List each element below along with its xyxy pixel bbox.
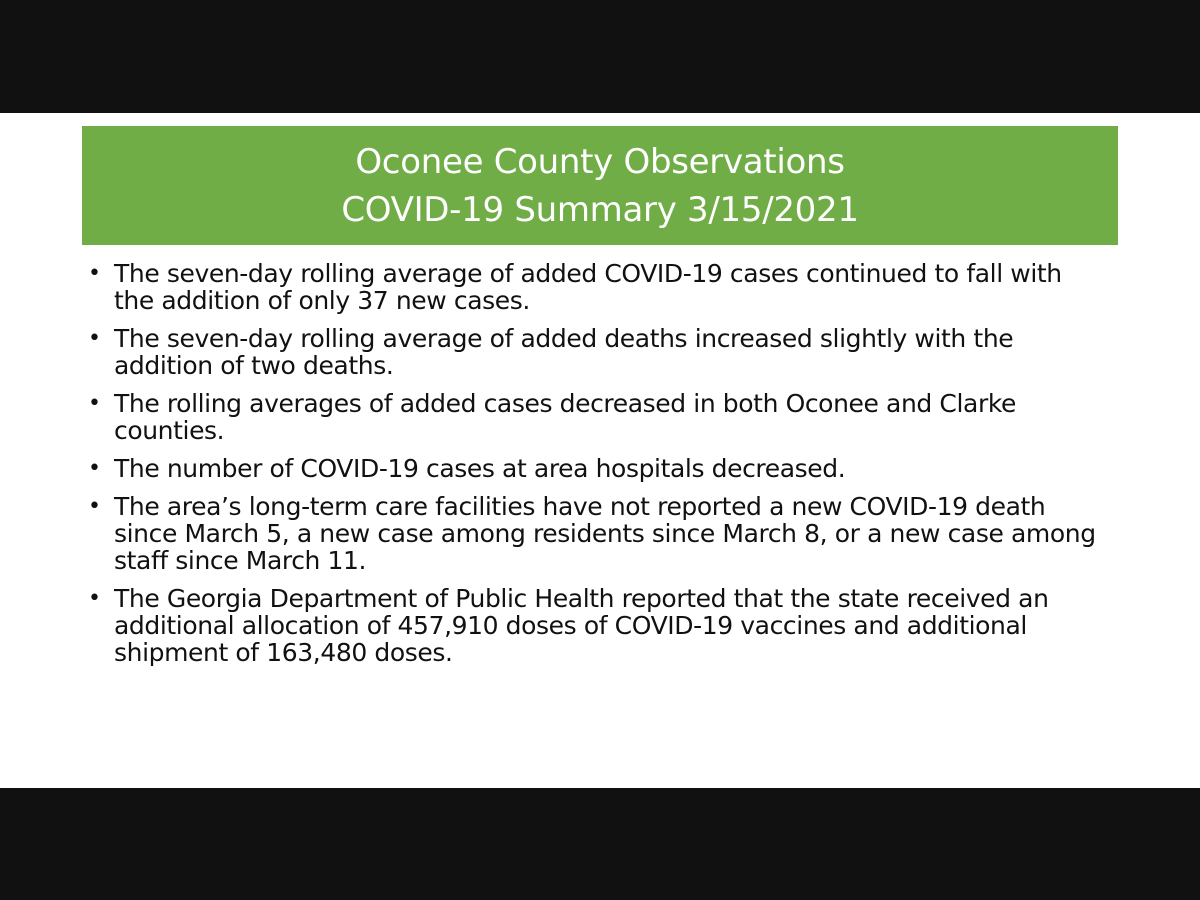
bullet-icon: • xyxy=(88,326,101,351)
list-item xyxy=(88,585,1098,666)
bullet-text: The number of COVID-19 cases at area hospitals decreased. xyxy=(114,454,846,483)
bullet-icon: • xyxy=(88,261,101,286)
bullet-text: The Georgia Department of Public Health reported that the state received an additional allocation of 457,910 doses of COVID-19 vaccines and additional shipment of 163,480 doses. xyxy=(114,584,1049,667)
bullet-icon: • xyxy=(88,456,101,481)
letterbox-top xyxy=(0,0,1200,113)
slide xyxy=(0,113,1200,788)
letterbox-bottom xyxy=(0,788,1200,900)
bullet-text: The seven-day rolling average of added COVID-19 cases continued to fall with the addition of only 37 new cases. xyxy=(114,259,1062,315)
list-item xyxy=(88,260,1098,314)
list-item xyxy=(88,493,1098,574)
list-item xyxy=(88,390,1098,444)
slide-title: Oconee County Observations xyxy=(355,141,845,182)
list-item xyxy=(88,455,1098,482)
bullet-list xyxy=(88,260,1098,677)
bullet-icon: • xyxy=(88,391,101,416)
bullet-text: The rolling averages of added cases decreased in both Oconee and Clarke counties. xyxy=(114,389,1016,445)
slide-subtitle: COVID-19 Summary 3/15/2021 xyxy=(341,189,859,230)
bullet-text: The area’s long-term care facilities have not reported a new COVID-19 death since March 5, a new case among residents since March 8, or a new case among staff since March 11. xyxy=(114,492,1096,575)
bullet-icon: • xyxy=(88,494,101,519)
bullet-text: The seven-day rolling average of added deaths increased slightly with the addition of two deaths. xyxy=(114,324,1014,380)
list-item xyxy=(88,325,1098,379)
bullet-icon: • xyxy=(88,586,101,611)
title-banner xyxy=(82,126,1118,245)
